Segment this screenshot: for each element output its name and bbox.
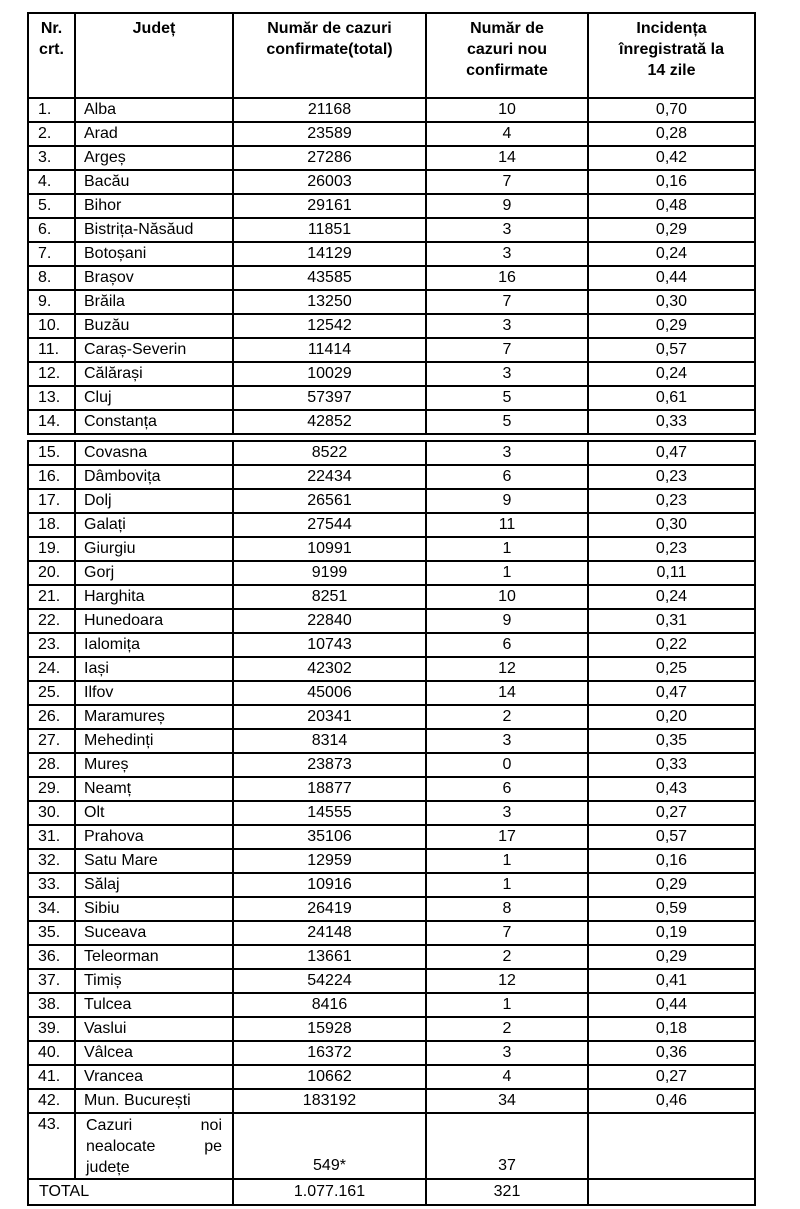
county-name-cell: Brăila <box>75 290 233 314</box>
county-row <box>28 362 755 386</box>
incidence-cell: 0,35 <box>588 729 755 753</box>
incidence-cell: 0,27 <box>588 801 755 825</box>
row-number-cell: 2. <box>28 122 75 146</box>
total-cases-cell: 42852 <box>233 410 426 434</box>
total-cases-cell: 45006 <box>233 681 426 705</box>
county-row <box>28 146 755 170</box>
county-name-cell: Suceava <box>75 921 233 945</box>
new-cases-cell: 3 <box>426 801 588 825</box>
total-cases-cell: 21168 <box>233 98 426 122</box>
county-name-cell: Vrancea <box>75 1065 233 1089</box>
county-name-cell: Satu Mare <box>75 849 233 873</box>
new-cases-cell: 3 <box>426 314 588 338</box>
new-cases-cell: 2 <box>426 945 588 969</box>
row-number-cell: 17. <box>28 489 75 513</box>
county-row <box>28 873 755 897</box>
county-row <box>28 489 755 513</box>
new-cases-cell: 1 <box>426 993 588 1017</box>
county-name-cell: Călărași <box>75 362 233 386</box>
incidence-cell: 0,28 <box>588 122 755 146</box>
row-number-cell: 14. <box>28 410 75 434</box>
incidence-cell: 0,41 <box>588 969 755 993</box>
incidence-cell: 0,20 <box>588 705 755 729</box>
county-name-cell: Sibiu <box>75 897 233 921</box>
new-cases-cell: 9 <box>426 194 588 218</box>
county-name-cell: Caraș-Severin <box>75 338 233 362</box>
new-cases-cell: 1 <box>426 849 588 873</box>
county-row <box>28 681 755 705</box>
grand-total-cases-cell: 1.077.161 <box>233 1179 426 1205</box>
unallocated-label-cell: Cazuri noi nealocate pe județe <box>75 1113 233 1179</box>
new-cases-cell: 9 <box>426 609 588 633</box>
incidence-cell: 0,57 <box>588 825 755 849</box>
county-name-cell: Teleorman <box>75 945 233 969</box>
new-cases-cell: 6 <box>426 465 588 489</box>
incidence-cell: 0,31 <box>588 609 755 633</box>
total-cases-cell: 42302 <box>233 657 426 681</box>
new-cases-cell: 3 <box>426 729 588 753</box>
county-name-cell: Vaslui <box>75 1017 233 1041</box>
county-name-cell: Tulcea <box>75 993 233 1017</box>
new-cases-cell: 7 <box>426 338 588 362</box>
incidence-cell: 0,24 <box>588 362 755 386</box>
row-number-cell: 4. <box>28 170 75 194</box>
incidence-cell: 0,61 <box>588 386 755 410</box>
county-name-cell: Vâlcea <box>75 1041 233 1065</box>
county-name-cell: Buzău <box>75 314 233 338</box>
county-row <box>28 993 755 1017</box>
total-cases-cell: 27286 <box>233 146 426 170</box>
county-row <box>28 290 755 314</box>
county-name-cell: Sălaj <box>75 873 233 897</box>
county-name-cell: Arad <box>75 122 233 146</box>
incidence-cell: 0,11 <box>588 561 755 585</box>
county-row <box>28 537 755 561</box>
row-number-cell: 21. <box>28 585 75 609</box>
new-cases-cell: 12 <box>426 969 588 993</box>
incidence-cell: 0,30 <box>588 290 755 314</box>
row-number-cell: 37. <box>28 969 75 993</box>
county-name-cell: Bacău <box>75 170 233 194</box>
new-cases-cell: 17 <box>426 825 588 849</box>
cases-table-part-2 <box>27 440 756 1206</box>
county-name-cell: Ilfov <box>75 681 233 705</box>
row-number-cell: 41. <box>28 1065 75 1089</box>
county-row <box>28 825 755 849</box>
row-number-cell: 43. <box>28 1113 75 1179</box>
total-cases-cell: 29161 <box>233 194 426 218</box>
total-cases-cell: 8314 <box>233 729 426 753</box>
county-row <box>28 338 755 362</box>
county-name-cell: Argeș <box>75 146 233 170</box>
total-cases-cell: 10991 <box>233 537 426 561</box>
row-number-cell: 36. <box>28 945 75 969</box>
new-cases-cell: 1 <box>426 561 588 585</box>
total-cases-cell: 10916 <box>233 873 426 897</box>
rows-1-14 <box>28 98 755 434</box>
new-cases-cell: 8 <box>426 897 588 921</box>
county-name-cell: Neamț <box>75 777 233 801</box>
incidence-cell <box>588 1113 755 1179</box>
row-number-cell: 23. <box>28 633 75 657</box>
row-number-cell: 19. <box>28 537 75 561</box>
incidence-cell: 0,25 <box>588 657 755 681</box>
county-row <box>28 633 755 657</box>
county-name-cell: Iași <box>75 657 233 681</box>
incidence-cell: 0,29 <box>588 945 755 969</box>
total-cases-cell: 24148 <box>233 921 426 945</box>
row-number-cell: 13. <box>28 386 75 410</box>
total-cases-cell: 10662 <box>233 1065 426 1089</box>
incidence-cell: 0,29 <box>588 314 755 338</box>
incidence-cell: 0,44 <box>588 266 755 290</box>
row-number-cell: 11. <box>28 338 75 362</box>
total-cases-cell: 23589 <box>233 122 426 146</box>
row-number-cell: 38. <box>28 993 75 1017</box>
county-row <box>28 801 755 825</box>
county-row <box>28 441 755 465</box>
total-row <box>28 1179 755 1205</box>
county-row <box>28 465 755 489</box>
county-row <box>28 945 755 969</box>
incidence-cell: 0,24 <box>588 242 755 266</box>
new-cases-cell: 7 <box>426 290 588 314</box>
incidence-cell: 0,33 <box>588 410 755 434</box>
grand-new-cases-cell: 321 <box>426 1179 588 1205</box>
county-name-cell: Mun. București <box>75 1089 233 1113</box>
incidence-cell: 0,48 <box>588 194 755 218</box>
new-cases-cell: 3 <box>426 218 588 242</box>
new-cases-cell: 3 <box>426 242 588 266</box>
covid-county-table <box>27 12 754 1206</box>
county-row <box>28 753 755 777</box>
total-cases-cell: 183192 <box>233 1089 426 1113</box>
row-number-cell: 39. <box>28 1017 75 1041</box>
county-name-cell: Constanța <box>75 410 233 434</box>
county-row <box>28 897 755 921</box>
incidence-cell: 0,47 <box>588 681 755 705</box>
county-row <box>28 657 755 681</box>
row-number-cell: 30. <box>28 801 75 825</box>
county-row <box>28 561 755 585</box>
row-number-cell: 7. <box>28 242 75 266</box>
county-row <box>28 266 755 290</box>
row-number-cell: 16. <box>28 465 75 489</box>
county-row <box>28 921 755 945</box>
total-cases-cell: 13661 <box>233 945 426 969</box>
incidence-cell: 0,43 <box>588 777 755 801</box>
county-row <box>28 386 755 410</box>
county-row <box>28 122 755 146</box>
row-number-cell: 10. <box>28 314 75 338</box>
row-number-cell: 24. <box>28 657 75 681</box>
incidence-cell: 0,30 <box>588 513 755 537</box>
new-cases-cell: 37 <box>426 1113 588 1179</box>
row-number-cell: 28. <box>28 753 75 777</box>
row-number-cell: 1. <box>28 98 75 122</box>
incidence-cell: 0,70 <box>588 98 755 122</box>
county-name-cell: Dolj <box>75 489 233 513</box>
total-label-cell: TOTAL <box>28 1179 233 1205</box>
row-number-cell: 42. <box>28 1089 75 1113</box>
incidence-cell: 0,47 <box>588 441 755 465</box>
new-cases-cell: 6 <box>426 633 588 657</box>
county-row <box>28 777 755 801</box>
county-name-cell: Olt <box>75 801 233 825</box>
county-row <box>28 194 755 218</box>
row-number-cell: 27. <box>28 729 75 753</box>
row-number-cell: 8. <box>28 266 75 290</box>
row-number-cell: 18. <box>28 513 75 537</box>
row-number-cell: 3. <box>28 146 75 170</box>
row-number-cell: 25. <box>28 681 75 705</box>
new-cases-cell: 1 <box>426 873 588 897</box>
total-cases-cell: 27544 <box>233 513 426 537</box>
row-number-cell: 35. <box>28 921 75 945</box>
row-number-cell: 6. <box>28 218 75 242</box>
total-cases-cell: 26419 <box>233 897 426 921</box>
total-cases-cell: 11851 <box>233 218 426 242</box>
county-row <box>28 242 755 266</box>
new-cases-cell: 7 <box>426 170 588 194</box>
footer-rows <box>28 1113 755 1205</box>
incidence-cell: 0,33 <box>588 753 755 777</box>
county-row <box>28 609 755 633</box>
incidence-cell: 0,27 <box>588 1065 755 1089</box>
row-number-cell: 33. <box>28 873 75 897</box>
header-incidence: Incidența înregistrată la 14 zile <box>588 13 755 98</box>
new-cases-cell: 5 <box>426 386 588 410</box>
new-cases-cell: 11 <box>426 513 588 537</box>
total-cases-cell: 12542 <box>233 314 426 338</box>
new-cases-cell: 14 <box>426 681 588 705</box>
incidence-cell: 0,16 <box>588 170 755 194</box>
county-name-cell: Bihor <box>75 194 233 218</box>
new-cases-cell: 3 <box>426 362 588 386</box>
county-name-cell: Covasna <box>75 441 233 465</box>
row-number-cell: 32. <box>28 849 75 873</box>
new-cases-cell: 10 <box>426 98 588 122</box>
header-total-cases: Număr de cazuri confirmate(total) <box>233 13 426 98</box>
county-name-cell: Botoșani <box>75 242 233 266</box>
county-row <box>28 1017 755 1041</box>
new-cases-cell: 4 <box>426 1065 588 1089</box>
county-name-cell: Prahova <box>75 825 233 849</box>
new-cases-cell: 34 <box>426 1089 588 1113</box>
county-name-cell: Harghita <box>75 585 233 609</box>
new-cases-cell: 5 <box>426 410 588 434</box>
total-cases-cell: 15928 <box>233 1017 426 1041</box>
county-name-cell: Dâmbovița <box>75 465 233 489</box>
total-cases-cell: 22840 <box>233 609 426 633</box>
incidence-cell: 0,16 <box>588 849 755 873</box>
new-cases-cell: 10 <box>426 585 588 609</box>
county-name-cell: Maramureș <box>75 705 233 729</box>
incidence-cell: 0,57 <box>588 338 755 362</box>
header-judet: Județ <box>75 13 233 98</box>
new-cases-cell: 14 <box>426 146 588 170</box>
county-row <box>28 705 755 729</box>
county-row <box>28 969 755 993</box>
row-number-cell: 15. <box>28 441 75 465</box>
incidence-cell: 0,23 <box>588 489 755 513</box>
new-cases-cell: 2 <box>426 705 588 729</box>
row-number-cell: 5. <box>28 194 75 218</box>
row-number-cell: 29. <box>28 777 75 801</box>
new-cases-cell: 3 <box>426 441 588 465</box>
incidence-cell: 0,46 <box>588 1089 755 1113</box>
new-cases-cell: 7 <box>426 921 588 945</box>
new-cases-cell: 0 <box>426 753 588 777</box>
new-cases-cell: 12 <box>426 657 588 681</box>
row-number-cell: 31. <box>28 825 75 849</box>
row-number-cell: 12. <box>28 362 75 386</box>
rows-15-42 <box>28 441 755 1113</box>
county-name-cell: Mureș <box>75 753 233 777</box>
incidence-cell: 0,29 <box>588 873 755 897</box>
total-cases-cell: 22434 <box>233 465 426 489</box>
new-cases-cell: 1 <box>426 537 588 561</box>
unallocated-cases-row <box>28 1113 755 1179</box>
new-cases-cell: 2 <box>426 1017 588 1041</box>
new-cases-cell: 9 <box>426 489 588 513</box>
header-row <box>28 13 755 98</box>
total-cases-cell: 11414 <box>233 338 426 362</box>
total-cases-cell: 12959 <box>233 849 426 873</box>
total-cases-cell: 13250 <box>233 290 426 314</box>
incidence-cell: 0,23 <box>588 537 755 561</box>
county-name-cell: Brașov <box>75 266 233 290</box>
total-cases-cell: 8416 <box>233 993 426 1017</box>
row-number-cell: 40. <box>28 1041 75 1065</box>
total-cases-cell: 26561 <box>233 489 426 513</box>
row-number-cell: 26. <box>28 705 75 729</box>
county-row <box>28 410 755 434</box>
county-name-cell: Mehedinți <box>75 729 233 753</box>
row-number-cell: 20. <box>28 561 75 585</box>
incidence-cell: 0,59 <box>588 897 755 921</box>
total-cases-cell: 14129 <box>233 242 426 266</box>
total-cases-cell: 54224 <box>233 969 426 993</box>
new-cases-cell: 3 <box>426 1041 588 1065</box>
total-cases-cell: 14555 <box>233 801 426 825</box>
total-cases-cell: 8251 <box>233 585 426 609</box>
total-cases-cell: 10743 <box>233 633 426 657</box>
county-row <box>28 585 755 609</box>
county-row <box>28 729 755 753</box>
incidence-cell: 0,22 <box>588 633 755 657</box>
incidence-cell: 0,36 <box>588 1041 755 1065</box>
county-row <box>28 170 755 194</box>
county-row <box>28 513 755 537</box>
total-cases-cell: 20341 <box>233 705 426 729</box>
header-nr-crt: Nr. crt. <box>28 13 75 98</box>
county-row <box>28 218 755 242</box>
total-cases-cell: 23873 <box>233 753 426 777</box>
total-cases-cell: 26003 <box>233 170 426 194</box>
county-row <box>28 1065 755 1089</box>
total-cases-cell: 9199 <box>233 561 426 585</box>
new-cases-cell: 16 <box>426 266 588 290</box>
grand-incidence-cell <box>588 1179 755 1205</box>
total-cases-cell: 10029 <box>233 362 426 386</box>
incidence-cell: 0,42 <box>588 146 755 170</box>
county-row <box>28 98 755 122</box>
total-cases-cell: 18877 <box>233 777 426 801</box>
county-name-cell: Cluj <box>75 386 233 410</box>
row-number-cell: 22. <box>28 609 75 633</box>
county-name-cell: Galați <box>75 513 233 537</box>
county-name-cell: Giurgiu <box>75 537 233 561</box>
cases-table-part-1 <box>27 12 756 435</box>
county-row <box>28 1089 755 1113</box>
header-new-cases: Număr de cazuri nou confirmate <box>426 13 588 98</box>
county-row <box>28 849 755 873</box>
incidence-cell: 0,44 <box>588 993 755 1017</box>
county-row <box>28 314 755 338</box>
county-name-cell: Gorj <box>75 561 233 585</box>
total-cases-cell: 8522 <box>233 441 426 465</box>
incidence-cell: 0,18 <box>588 1017 755 1041</box>
county-name-cell: Timiș <box>75 969 233 993</box>
total-cases-cell: 35106 <box>233 825 426 849</box>
total-cases-cell: 549* <box>233 1113 426 1179</box>
new-cases-cell: 6 <box>426 777 588 801</box>
incidence-cell: 0,23 <box>588 465 755 489</box>
total-cases-cell: 16372 <box>233 1041 426 1065</box>
incidence-cell: 0,29 <box>588 218 755 242</box>
county-name-cell: Alba <box>75 98 233 122</box>
total-cases-cell: 57397 <box>233 386 426 410</box>
county-name-cell: Bistrița-Năsăud <box>75 218 233 242</box>
county-name-cell: Ialomița <box>75 633 233 657</box>
total-cases-cell: 43585 <box>233 266 426 290</box>
new-cases-cell: 4 <box>426 122 588 146</box>
incidence-cell: 0,24 <box>588 585 755 609</box>
row-number-cell: 34. <box>28 897 75 921</box>
row-number-cell: 9. <box>28 290 75 314</box>
county-row <box>28 1041 755 1065</box>
incidence-cell: 0,19 <box>588 921 755 945</box>
county-name-cell: Hunedoara <box>75 609 233 633</box>
